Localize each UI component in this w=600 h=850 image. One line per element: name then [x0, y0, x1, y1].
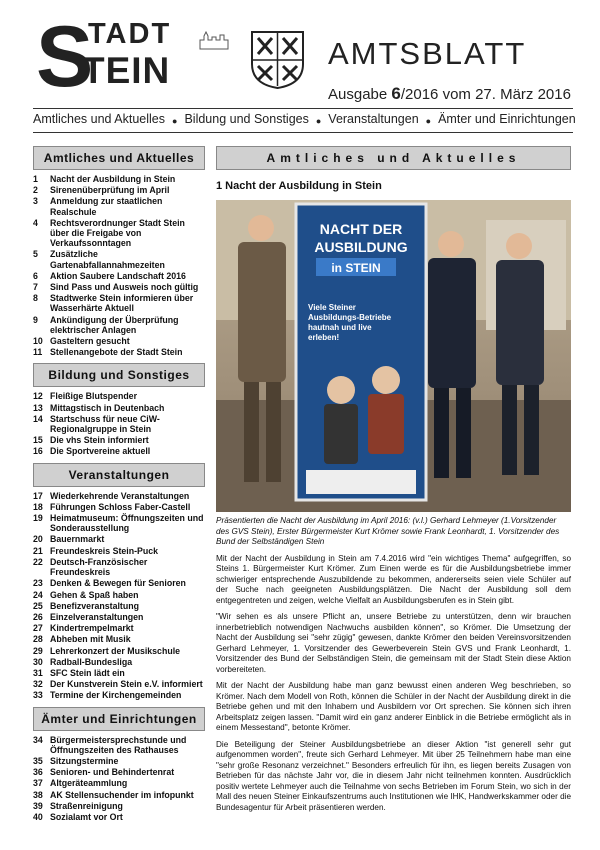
- toc-item-title: Fleißige Blutspender: [50, 391, 138, 402]
- toc-item-title: Sind Pass und Ausweis noch gültig: [50, 282, 199, 293]
- toc-item[interactable]: [33, 578, 205, 588]
- toc-item[interactable]: [33, 271, 205, 281]
- toc-item-number: 38: [33, 789, 43, 800]
- toc-item[interactable]: [33, 218, 205, 249]
- toc-item-number: 23: [33, 578, 43, 589]
- toc-item-number: 19: [33, 513, 43, 524]
- toc-item-number: 12: [33, 391, 43, 402]
- toc-item-title: Der Kunstverein Stein e.V. informiert: [50, 679, 203, 690]
- toc-item-number: 27: [33, 623, 43, 634]
- toc-item-number: 5: [33, 249, 38, 260]
- article-paragraph: "Wir sehen es als unsere Pflicht an, unsere Betriebe zu unterstützen, denn wir brauchen innerbetrieblich notwendigen Nachwuchs ausbilden können", so Krömer. Die Umsetzung der Nacht der Ausbildung sei "sehr zügig" gewesen, dankte Krömer den beiden Vereinsvorsitzenden Gerhard Lehmeyer, 1. Vorsitzender des Gewerbeverein Stein GVS und Frank Leonhardt, 1. Vorsitzender des Bund der Selbständigen Stein, die gemeinsam mit der Stadt Stein diese Aktion vorbereiteten.: [216, 612, 571, 674]
- toc-item-number: 20: [33, 534, 43, 545]
- bullet-icon: ●: [425, 116, 432, 126]
- toc-item-number: 37: [33, 778, 43, 789]
- issue-line: [328, 84, 571, 104]
- toc-item-title: Anmeldung zur staatlichen Realschule: [50, 196, 163, 217]
- toc-item-number: 17: [33, 490, 43, 501]
- toc-item-number: 39: [33, 800, 43, 811]
- toc-item-number: 3: [33, 196, 38, 207]
- toc-list: [33, 174, 205, 357]
- toc-section-heading: Bildung und Sonstiges: [33, 363, 205, 387]
- toc-item[interactable]: [33, 446, 205, 456]
- toc-item-title: Radball-Bundesliga: [50, 656, 133, 667]
- toc-item[interactable]: [33, 679, 205, 689]
- toc-item[interactable]: [33, 668, 205, 678]
- toc-item[interactable]: [33, 185, 205, 195]
- toc-list: [33, 735, 205, 823]
- article-photo: [216, 200, 571, 512]
- toc-item-title: Einzelveranstaltungen: [50, 611, 144, 622]
- photo-caption: Präsentierten die Nacht der Ausbildung im April 2016: (v.l.) Gerhard Lehmeyer (1.Vorsitzender des GVS Stein), Erster Bürgermeister Kurt Krömer sowie Frank Leonhardt, 1. Vorsitzender des Bund der Selbständigen Stein: [216, 516, 560, 546]
- toc-item-number: 7: [33, 282, 38, 293]
- banner-tagline4: erleben!: [308, 333, 340, 342]
- toc-item-number: 9: [33, 314, 38, 325]
- nav-item-amtliches[interactable]: Amtliches und Aktuelles: [33, 112, 166, 126]
- toc-item-title: Mittagstisch in Deutenbach: [50, 402, 165, 413]
- logo-letter-s: S: [36, 9, 94, 105]
- toc-item[interactable]: [33, 634, 205, 644]
- toc-item[interactable]: [33, 623, 205, 633]
- toc-item-number: 40: [33, 811, 43, 822]
- toc-section-heading: Veranstaltungen: [33, 463, 205, 487]
- toc-item[interactable]: [33, 403, 205, 413]
- issue-prefix: Ausgabe: [328, 86, 392, 103]
- nav-item-veranstaltungen[interactable]: Veranstaltungen: [328, 112, 419, 126]
- toc-list: [33, 391, 205, 456]
- toc-item-number: 18: [33, 501, 43, 512]
- toc-item-title: Wiederkehrende Veranstaltungen: [50, 490, 190, 501]
- publication-title: AMTSBLATT: [328, 36, 527, 71]
- toc-item-title: Gehen & Spaß haben: [50, 589, 139, 600]
- banner-line2: AUSBILDUNG: [314, 239, 408, 255]
- logo-stein: TEIN: [82, 50, 171, 91]
- toc-item-title: Nacht der Ausbildung in Stein: [50, 174, 176, 184]
- toc-item-number: 16: [33, 446, 43, 457]
- toc-item[interactable]: [33, 801, 205, 811]
- toc-item-title: Deutsch-Französischer Freundeskreis: [50, 556, 148, 578]
- toc-item-title: Benefizveranstaltung: [50, 600, 139, 611]
- toc-item-number: 10: [33, 336, 43, 347]
- divider-nav: [33, 132, 573, 133]
- toc-item-number: 33: [33, 690, 43, 701]
- toc-item-title: Denken & Bewegen für Senioren: [50, 578, 186, 589]
- toc-item[interactable]: [33, 590, 205, 600]
- toc-item-title: Rechtsverordnunger Stadt Stein über die Freigabe von Verkaufssonntagen: [50, 217, 185, 249]
- toc-item-title: Abheben mit Musik: [50, 634, 131, 645]
- toc-item-title: Sitzungstermine: [50, 755, 119, 766]
- toc-list: [33, 491, 205, 701]
- toc-item-number: 24: [33, 589, 43, 600]
- table-of-contents: [33, 146, 205, 828]
- toc-item-number: 11: [33, 347, 43, 358]
- toc-item[interactable]: [33, 293, 205, 313]
- toc-item-title: Stadtwerke Stein informieren über Wasserhärte Aktuell: [50, 293, 194, 314]
- toc-section-heading: Amtliches und Aktuelles: [33, 146, 205, 170]
- toc-item-number: 26: [33, 611, 43, 622]
- toc-item-number: 15: [33, 435, 43, 446]
- toc-item[interactable]: [33, 557, 205, 577]
- toc-item[interactable]: [33, 513, 205, 533]
- main-column: [216, 146, 571, 813]
- toc-item[interactable]: [33, 347, 205, 357]
- toc-item-number: 32: [33, 679, 43, 690]
- toc-item-number: 2: [33, 185, 38, 196]
- toc-item[interactable]: [33, 315, 205, 335]
- article-paragraph: Mit der Nacht der Ausbildung in Stein am 7.4.2016 wird "ein wichtiges Thema" aufgegriffen, so Steins 1. Bürgermeister Kurt Krömer. Zum Einen werde es für die Ausbildungsbetriebe immer schwieriger entsprechende Auszubildende zu bekommen, andererseits seien viele Schüler auf der Suche nach geeigneten Ausbildungsplätzen. Die Nacht der Ausbildung soll dem entgegentreten und zeigen, welche Vielfalt an Ausbildungsberufen es in Stein gibt.: [216, 553, 571, 605]
- issue-number: 6: [391, 84, 401, 103]
- coat-of-arms-icon: [250, 30, 305, 90]
- toc-item[interactable]: [33, 778, 205, 788]
- toc-item-title: Ankündigung der Überprüfung elektrischer Anlagen: [50, 314, 179, 335]
- toc-item-title: Sirenenüberprüfung im April: [50, 185, 170, 196]
- toc-item[interactable]: [33, 502, 205, 512]
- toc-item-title: Sozialamt vor Ort: [50, 811, 123, 822]
- article-title: 1 Nacht der Ausbildung in Stein: [216, 180, 382, 192]
- masthead: [0, 0, 600, 110]
- banner-line3: in STEIN: [331, 261, 381, 275]
- toc-item[interactable]: [33, 282, 205, 292]
- toc-item-title: Aktion Saubere Landschaft 2016: [50, 270, 186, 281]
- banner-tagline2: Ausbildungs-Betriebe: [308, 313, 392, 322]
- banner-tagline1: Viele Steiner: [308, 303, 356, 312]
- nav-item-aemter[interactable]: Ämter und Einrichtungen: [438, 112, 576, 126]
- toc-item-number: 14: [33, 413, 43, 424]
- toc-item-title: Startschuss für neue CiW-Regionalgruppe in Stein: [50, 413, 160, 435]
- toc-item[interactable]: [33, 414, 205, 434]
- toc-item-number: 29: [33, 645, 43, 656]
- toc-item-number: 4: [33, 217, 38, 228]
- toc-item-number: 36: [33, 767, 43, 778]
- article-paragraph: Die Beteiligung der Steiner Ausbildungsbetriebe an dieser Aktion "ist generell sehr gut aufgenommen worden", freute sich Gerhard Lehmeyer. Mit über 25 Teilnehmern habe man eine "sehr große Resonanz verzeichnet." Besonders erfreulich für ihn, es liegen bereits Zusagen von Betrieben für das nächste Jahr vor, die in diesem Jahr nicht teilnehmen konnten. Ausdrücklich positiv wertete Lehmeyer auch die Teilnahme von sechs Betrieben im Forum Stein, wo sich in der Mall des neuen Steiner Einkaufszentrums auch Institutionen wie IHK, Handwerkskammer oder die Bundesagentur für Arbeit präsentieren werden.: [216, 739, 571, 812]
- toc-item-title: Termine der Kirchengemeinden: [50, 690, 182, 701]
- toc-item-title: Bürgermeistersprechstunde und Öffnungszeiten des Rathauses: [50, 734, 187, 755]
- toc-item-title: Kindertrempelmarkt: [50, 623, 134, 634]
- castle-icon: [198, 30, 230, 50]
- toc-item-number: 31: [33, 667, 43, 678]
- toc-item[interactable]: [33, 657, 205, 667]
- toc-item-number: 35: [33, 755, 43, 766]
- bullet-icon: ●: [172, 116, 178, 126]
- toc-item[interactable]: [33, 646, 205, 656]
- toc-item[interactable]: [33, 491, 205, 501]
- toc-item-number: 28: [33, 634, 43, 645]
- toc-item-title: Die Sportvereine aktuell: [50, 446, 151, 457]
- logo-stadt: TADT: [88, 18, 172, 50]
- toc-item[interactable]: [33, 435, 205, 445]
- toc-item[interactable]: [33, 546, 205, 556]
- photo-illustration: [216, 200, 571, 512]
- toc-item[interactable]: [33, 534, 205, 544]
- toc-item[interactable]: [33, 767, 205, 777]
- toc-item[interactable]: [33, 612, 205, 622]
- banner-line1: NACHT DER: [319, 221, 403, 237]
- toc-item-title: Heimatmuseum: Öffnungszeiten und Sonderausstellung: [50, 513, 204, 534]
- main-section-title: Amtliches und Aktuelles: [216, 146, 571, 170]
- toc-item-title: Zusätzliche Gartenabfallannahmezeiten: [50, 249, 165, 270]
- toc-item-title: Altgeräteammlung: [50, 778, 128, 789]
- toc-item-number: 13: [33, 402, 43, 413]
- toc-item[interactable]: [33, 249, 205, 269]
- section-nav: [33, 112, 576, 130]
- toc-item[interactable]: [33, 812, 205, 822]
- toc-item[interactable]: [33, 756, 205, 766]
- toc-item[interactable]: [33, 601, 205, 611]
- divider-top: [33, 108, 573, 109]
- toc-item-number: 30: [33, 656, 43, 667]
- toc-item-title: Bauernmarkt: [50, 534, 105, 545]
- toc-section-heading: Ämter und Einrichtungen: [33, 707, 205, 731]
- toc-item-title: Stellenangebote der Stadt Stein: [50, 347, 183, 358]
- toc-item[interactable]: [33, 336, 205, 346]
- toc-item-title: SFC Stein lädt ein: [50, 667, 125, 678]
- toc-item-number: 1: [33, 174, 38, 184]
- toc-item-number: 34: [33, 734, 43, 745]
- toc-item-title: Senioren- und Behindertenrat: [50, 767, 175, 778]
- toc-item-title: Freundeskreis Stein-Puck: [50, 545, 159, 556]
- toc-item[interactable]: [33, 690, 205, 700]
- toc-item[interactable]: [33, 174, 205, 184]
- toc-item-number: 21: [33, 545, 43, 556]
- toc-item-number: 25: [33, 600, 43, 611]
- toc-item[interactable]: [33, 391, 205, 401]
- article-paragraph: Mit der Nacht der Ausbildung habe man ganz bewusst einen anderen Weg beschrieben, so Krömer. Nach dem Modell von Roth, können die Schüler in der Nacht der Ausbildung direkt in die Betriebe gehen und mit den Inhabern und Ausbildern vor Ort sprechen. Sie können sich ihren Arbeitsplatz zeigen lassen. "Damit wird ein ganz anderer Einblick in die Betriebe ermöglicht als in einem Messestand", betonte Krömer.: [216, 681, 571, 732]
- banner-tagline3: hautnah und live: [308, 323, 372, 332]
- toc-item[interactable]: [33, 735, 205, 755]
- toc-item-title: AK Stellensuchender im infopunkt: [50, 789, 194, 800]
- toc-item-number: 22: [33, 556, 43, 567]
- toc-item[interactable]: [33, 196, 205, 216]
- nav-item-bildung[interactable]: Bildung und Sonstiges: [184, 112, 309, 126]
- toc-item-title: Lehrerkonzert der Musikschule: [50, 645, 181, 656]
- toc-item[interactable]: [33, 790, 205, 800]
- toc-item-number: 6: [33, 270, 38, 281]
- issue-date: /2016 vom 27. März 2016: [400, 86, 571, 103]
- toc-item-number: 8: [33, 293, 38, 304]
- toc-item-title: Führungen Schloss Faber-Castell: [50, 501, 191, 512]
- toc-item-title: Die vhs Stein informiert: [50, 435, 149, 446]
- toc-item-title: Straßenreinigung: [50, 800, 123, 811]
- bullet-icon: ●: [315, 116, 322, 126]
- article-body: [216, 554, 571, 814]
- toc-item-title: Gasteltern gesucht: [50, 336, 130, 347]
